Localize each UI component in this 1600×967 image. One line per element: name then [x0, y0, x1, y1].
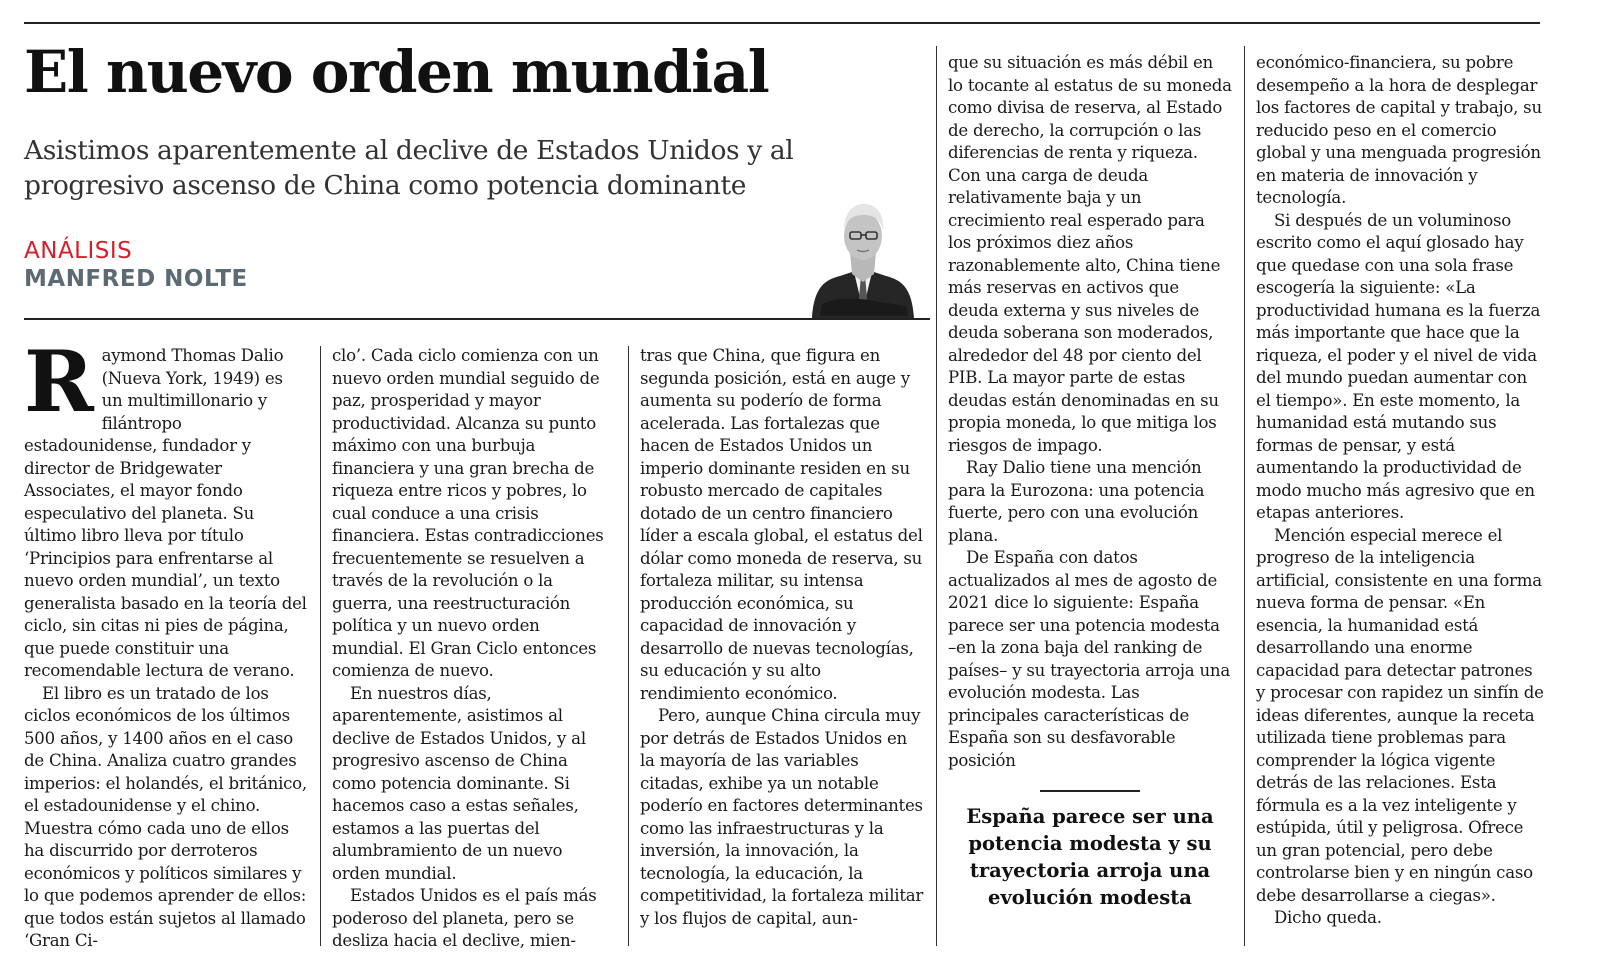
author-portrait — [810, 192, 916, 318]
author-byline: MANFRED NOLTE — [24, 266, 248, 292]
article-paragraph: El libro es un tratado de los ciclos económicos de los últimos 500 años, y 1400 años en el caso de China. Analiza cuatro grandes imperios: el holandés, el británico, el estadounidense y el chino. Muestra cómo cada uno de ellos ha discurrido por derroteros económicos y políticos similares y lo que podemos aprender de ellos: que todos están sujetos al llamado ‘Gran Ci- — [24, 683, 307, 950]
column-divider — [320, 346, 321, 946]
column-divider — [936, 46, 937, 946]
article-paragraph: Pero, aunque China circula muy por detrás de Estados Unidos en la mayoría de las variables citadas, exhibe ya un notable poderío en factores determinantes como las infraestructuras y la inversión, la innovación, la tecnología, la educación, la competitividad, la fortaleza militar y los flujos de capital, aun- — [640, 706, 924, 928]
article-column-1 — [24, 332, 307, 950]
article-paragraph: económico-financiera, su pobre desempeño a la hora de desplegar los factores de capital y trabajo, su reducido peso en el comercio global y una menguada progresión en materia de innovación y tecnología. — [1256, 53, 1542, 207]
column-divider — [628, 346, 629, 946]
article-paragraph: Estados Unidos es el país más poderoso del planeta, pero se desliza hacia el declive, mien- — [332, 886, 597, 950]
article-column-4 — [948, 52, 1232, 770]
header-rule — [24, 318, 930, 320]
article-paragraph: tras que China, que figura en segunda posición, está en auge y aumenta su poderío de forma acelerada. Las fortalezas que hacen de Estados Unidos un imperio dominante residen en su robusto mercado de capitales dotado de un centro financiero líder a escala global, el estatus del dólar como moneda de reserva, su fortaleza militar, su intensa producción económica, su capacidad de innovación y desarrollo de nuevas tecnologías, su educación y su alto rendimiento económico. — [640, 346, 923, 703]
article-paragraph: Dicho queda. — [1274, 908, 1382, 927]
article-paragraph: De España con datos actualizados al mes de agosto de 2021 dice lo siguiente: España parece ser una potencia modesta –en la zona baja del ranking de países– y su trayectoria arroja una evolución modesta. Las principales características de España son su desfavorable posición — [948, 548, 1230, 770]
drop-cap: R — [24, 332, 94, 431]
article-paragraph: Raymond Thomas Dalio (Nueva York, 1949) es un multimillonario y filántropo estadounidense, fundador y director de Bridgewater Associates, el mayor fondo especulativo del planeta. Su último libro lleva por título ‘Principios para enfrentarse al nuevo orden mundial’, un texto generalista basado en la teoría del ciclo, sin citas ni pies de página, que puede constituir una recomendable lectura de verano. — [24, 332, 307, 680]
headline: El nuevo orden mundial — [24, 38, 769, 106]
article-column-2 — [332, 345, 615, 950]
column-divider — [1244, 46, 1245, 946]
subheadline: Asistimos aparentemente al declive de Estados Unidos y al progresivo ascenso de China como potencia dominante — [24, 135, 794, 201]
article-column-5 — [1256, 52, 1544, 945]
article-paragraph: clo’. Cada ciclo comienza con un nuevo orden mundial seguido de paz, prosperidad y mayor productividad. Alcanza su punto máximo con una burbuja financiera y una gran brecha de riqueza entre ricos y pobres, lo cual conduce a una crisis financiera. Estas contradicciones frecuentemente se resuelven a través de la revolución o la guerra, una reestructuración política y un nuevo orden mundial. El Gran Ciclo entonces comienza de nuevo. — [332, 346, 604, 680]
article-column-3 — [640, 345, 924, 945]
pull-quote: España parece ser una potencia modesta y su trayectoria arroja una evolución modesta — [966, 805, 1214, 909]
pull-quote-rule — [1040, 790, 1140, 792]
article-paragraph: En nuestros días, aparentemente, asistimos al declive de Estados Unidos, y al progresivo ascenso de China como potencia dominante. Si hacemos caso a estas señales, estamos a las puertas del alumbramiento de un nuevo orden mundial. — [332, 683, 586, 883]
article-paragraph: Mención especial merece el progreso de la inteligencia artificial, consistente en una forma nueva forma de pensar. «En esencia, la humanidad está desarrollando una enorme capacidad para detectar patrones y procesar con rapidez un sinfín de ideas diferentes, aunque la receta utilizada tiene problemas para comprender la lógica vigente detrás de las relaciones. Esta fórmula es a la vez inteligente y estúpida, útil y peligrosa. Ofrece un gran potencial, pero debe controlarse bien y en ningún caso debe desarrollarse a ciegas». — [1256, 525, 1544, 905]
article-paragraph: Si después de un voluminoso escrito como el aquí glosado hay que quedase con una sola frase escogería la siguiente: «La productividad humana es la fuerza más importante que hace que la riqueza, el poder y el nivel de vida del mundo puedan aumentar con el tiempo». En este momento, la humanidad está mutando sus formas de pensar, y está aumentando la productividad de modo mucho más agresivo que en etapas anteriores. — [1256, 210, 1541, 522]
article-paragraph: Ray Dalio tiene una mención para la Eurozona: una potencia fuerte, pero con una evolución plana. — [948, 458, 1205, 545]
article-paragraph: que su situación es más débil en lo tocante al estatus de su moneda como divisa de reserva, al Estado de derecho, la corrupción o las diferencias de renta y riqueza. Con una carga de deuda relativamente baja y un crecimiento real esperado para los próximos diez años razonablemente alto, China tiene más reservas en activos que deuda externa y sus niveles de deuda soberana son moderados, alrededor del 48 por ciento del PIB. La mayor parte de estas deudas están denominadas en su propia moneda, lo que mitiga los riesgos de impago. — [948, 53, 1232, 455]
top-rule — [24, 22, 1540, 24]
section-label: ANÁLISIS — [24, 238, 133, 264]
